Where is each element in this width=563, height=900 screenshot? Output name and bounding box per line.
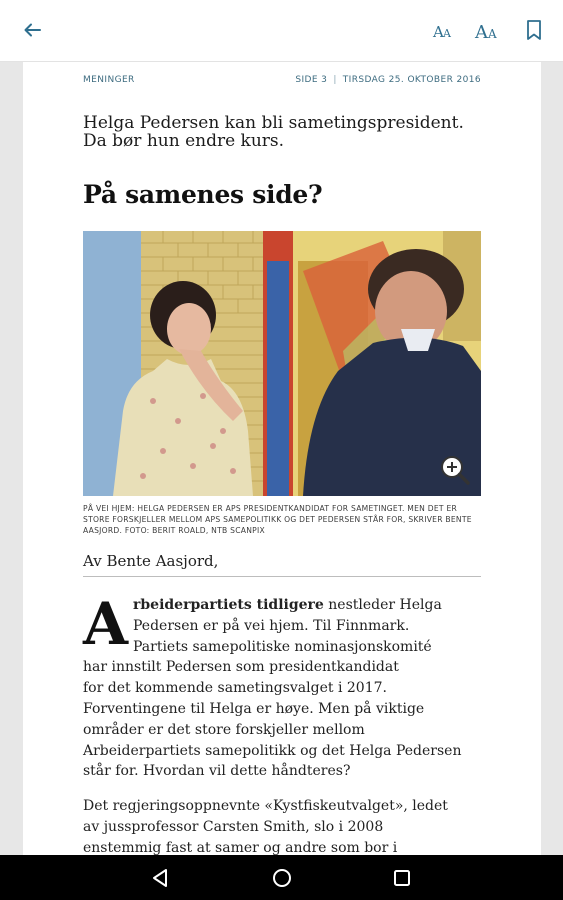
page-and-date: SIDE 3 | TIRSDAG 25. OKTOBER 2016: [295, 75, 481, 85]
bookmark-icon: [516, 12, 552, 48]
back-button[interactable]: [15, 12, 51, 48]
zoom-in-icon: [438, 453, 472, 487]
system-back-button[interactable]: [149, 866, 173, 890]
drop-cap: A: [83, 590, 129, 658]
lead-line: for det kommende sametingsvalget i 2017.: [83, 680, 387, 697]
section-label: MENINGER: [83, 75, 135, 85]
svg-text:A: A: [475, 22, 488, 43]
font-size-decrease-button[interactable]: [425, 12, 461, 48]
page-meta: [83, 75, 481, 89]
nav-home-circle-icon: [270, 866, 294, 890]
byline: Av Bente Aasjord,: [83, 552, 481, 577]
nav-back-triangle-icon: [149, 866, 173, 890]
arrow-left-icon: [15, 12, 51, 48]
lead-line: områder er det store forskjeller mellom: [83, 721, 365, 738]
lead-line: Pedersen er på vei hjem. Til Finnmark.: [133, 617, 410, 634]
body-line: enstemmig fast at samer og andre som bor i: [83, 839, 398, 855]
top-toolbar: [0, 0, 563, 62]
system-recent-apps-button[interactable]: [390, 866, 414, 890]
font-size-increase-icon: [469, 12, 505, 48]
page-number: SIDE 3: [295, 75, 328, 85]
photo-caption: PÅ VEI HJEM: HELGA PEDERSEN ER APS PRESIDENTKANDIDAT FOR SAMETINGET. MEN DET ER STORE FORSKJELLER MELLOM APS SAMEPOLITIKK OG DET PEDERSEN STÅR FOR, SKRIVER BENTE AASJORD. FOTO: BERIT ROALD, NTB SCANPIX: [83, 504, 472, 535]
body-line: Det regjeringsoppnevnte «Kystfiskeutvalget», ledet: [83, 798, 448, 814]
lead-line: står for. Hvordan vil dette håndteres?: [83, 763, 351, 780]
article-subhead: Helga Pedersen kan bli sametingspresident. Da bør hun endre kurs.: [83, 113, 464, 151]
newspaper-page[interactable]: [23, 62, 541, 855]
font-size-increase-button[interactable]: [469, 12, 505, 48]
svg-text:A: A: [488, 27, 497, 41]
system-home-button[interactable]: [270, 866, 294, 890]
issue-date: TIRSDAG 25. OKTOBER 2016: [342, 75, 481, 85]
svg-text:A: A: [433, 23, 444, 41]
svg-text:A: A: [443, 27, 451, 40]
lead-line: Partiets samepolitiske nominasjonskomité: [133, 638, 432, 655]
lead-line: har innstilt Pedersen som presidentkandidat: [83, 659, 399, 676]
lead-first-words: rbeiderpartiets tidligere: [133, 597, 324, 613]
article-photo-illustration: [83, 231, 481, 496]
article-photo[interactable]: [83, 231, 481, 496]
system-navigation-bar: [0, 855, 563, 900]
lead-line-1-rest: nestleder Helga: [323, 597, 442, 613]
lead-line: Arbeiderpartiets samepolitikk og det Helga Pedersen: [83, 742, 462, 759]
lead-line: [133, 595, 442, 616]
font-size-decrease-icon: [425, 12, 461, 48]
zoom-image-button[interactable]: [438, 453, 472, 487]
article-headline: På samenes side?: [83, 180, 323, 209]
nav-recent-square-icon: [390, 866, 414, 890]
lead-line: Forventingene til Helga er høye. Men på viktige: [83, 701, 425, 717]
body-line: av jussprofessor Carsten Smith, slo i 2008: [83, 818, 384, 835]
bookmark-button[interactable]: [516, 12, 552, 48]
